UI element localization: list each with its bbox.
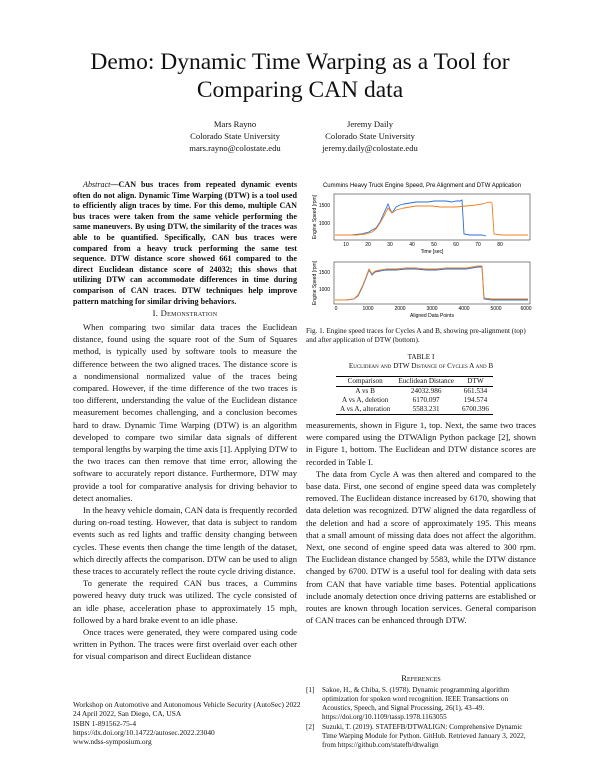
top-xtick: 30	[387, 242, 393, 248]
paragraph: When comparing two similar data traces the Euclidean distance, found using the square root of the Sum of Squares method, is typically used by software tools to measure the difference between the two aligned traces. The distance score is a nondimensional normalized value of the traces being compared. However, if the time difference of the two traces is too different, understanding the value of the Euclidean distance measurement becomes challenging, and a conclusion becomes hard to draw. Dynamic Time Warping (DTW) is an algorithm developed to compare two similar data signals of different temporal lengths by warping the time axis [1]. Applying DTW to the two traces can then remove that time error, allowing the software to accurately report distance. Furthermore, DTW may provide a tool for comparative analysis for driving behavior to detect anomalies.	[73, 322, 297, 503]
top-xtick: 50	[431, 242, 437, 248]
table-cell: 6170.097	[412, 396, 440, 404]
top-xtick: 10	[343, 242, 349, 248]
left-column-body	[73, 321, 297, 663]
author-affiliation: Colorado State University	[325, 131, 415, 141]
top-xlabel: Time [sec]	[420, 249, 444, 255]
title-line-2: Comparing CAN data	[196, 77, 404, 103]
right-column-body	[306, 419, 536, 626]
figure-caption: Fig. 1. Engine speed traces for Cycles A and B, showing pre-alignment (top) and after application of DTW (bottom).	[306, 327, 526, 344]
table-row	[336, 387, 493, 397]
footer-line: ISBN 1-891562-75-4	[73, 718, 137, 728]
table-cell: A vs A, alteration	[340, 405, 391, 413]
bottom-ytick: 1500	[318, 270, 330, 276]
author-email: mars.rayno@colostate.edu	[189, 143, 281, 153]
reference-number: [1]	[306, 686, 315, 694]
paragraph: The data from Cycle A was then altered and compared to the base data. First, one second of engine speed data was completely removed. The Euclidean distance increased by 6170, showing that data deletion was recognized. DTW aligned the data regardless of the deletion and had a score of approximately 195. This means that a small amount of missing data does not affect the algorithm. Next, one second of engine speed data was altered to 300 rpm. The Euclidean distance changed by 5583, while the DTW distance changed by 6700. DTW is a useful tool for dealing with data sets from CAN that have variable time bases. Potential applications include anomaly detection once driving patterns are established or routes are known through location services. General comparison of CAN traces can be enhanced through DTW.	[306, 468, 536, 626]
table-header: Euclidean Distance	[398, 377, 454, 385]
abstract-text: —CAN bus traces from repeated dynamic events often do not align. Dynamic Time Warping (DTW) is a tool used to efficiently align traces by time. For this demo, multiple CAN bus traces were taken from the same vehicle performing the same maneuvers. By using DTW, the similarity of the traces was able to be quantified. Specifically, CAN bus traces were compared from a heavy truck performing the same test sequence. DTW distance score showed 661 compared to the direct Euclidean distance score of 24032; this shows that utilizing DTW can accommodate differences in time during comparison of CAN traces. DTW techniques help improve pattern matching for similar driving behaviors.	[73, 180, 297, 306]
footer-line: Workshop on Automotive and Autonomous Vehicle Security (AutoSec) 2022	[73, 700, 301, 709]
top-ytick: 1500	[318, 203, 330, 209]
paragraph: Once traces were generated, they were compared using code written in Python. The traces were first overlaid over each other for visual comparison and direct Euclidean distance	[73, 627, 297, 662]
section-heading: I. Demonstration	[152, 308, 218, 318]
table-row	[336, 396, 493, 405]
paragraph: In the heavy vehicle domain, CAN data is frequently recorded during on-road testing. However, that data is subject to random events such as red lights and traffic density changing between cycles. These events then change the time length of the dataset, which directly affects the comparison. DTW can be used to align these traces to accurately reflect the route cycle driving distance.	[73, 505, 297, 577]
bottom-xtick: 3000	[426, 306, 438, 312]
top-xtick: 20	[365, 242, 371, 248]
footer-line: www.ndss-symposium.org	[73, 737, 152, 747]
cycle-b-trace-bottom	[335, 267, 528, 300]
author-name: Mars Rayno	[213, 119, 257, 129]
footer-line: https://dx.doi.org/10.14722/autosec.2022.23040	[73, 727, 215, 737]
paragraph: measurements, shown in Figure 1, top. Next, the same two traces were compared using the DTWAlign Python package [2], shown in Figure 1, bottom. The Euclidean and DTW distance scores are recorded in Table I.	[306, 420, 536, 467]
table-cell: A vs A, deletion	[341, 396, 389, 404]
top-ytick: 1000	[318, 221, 330, 227]
footer-line: 24 April 2022, San Diego, CA, USA	[73, 709, 182, 719]
reference-number: [2]	[306, 723, 315, 731]
bottom-xtick: 4000	[458, 306, 470, 312]
top-xtick: 70	[475, 242, 481, 248]
author-name: Jeremy Daily	[346, 119, 394, 129]
reference-item	[306, 686, 536, 722]
bottom-xticks	[335, 306, 532, 312]
title-line-1: Demo: Dynamic Time Warping as a Tool for	[90, 49, 510, 75]
top-xtick: 80	[497, 242, 503, 248]
reference-item	[306, 723, 536, 750]
table-caption	[306, 353, 536, 371]
table-cell: 194.574	[463, 396, 488, 404]
table-header-row	[336, 377, 493, 387]
cycle-a-trace-top	[335, 202, 528, 235]
table-cell: A vs B	[355, 387, 375, 395]
top-xticks	[343, 242, 503, 248]
abstract	[73, 180, 297, 307]
table-label: TABLE I	[407, 353, 435, 361]
bottom-xtick: 2000	[394, 306, 406, 312]
top-ylabel: Engine Speed [rpm]	[312, 194, 318, 240]
bottom-xtick: 1000	[362, 306, 374, 312]
references	[306, 674, 536, 751]
reference-text: Suzuki, T. (2019). STATEFB/DTWALIGN: Comprehensive Dynamic Time Warping Module for Python. GitHub. Retrieved January 3, 2022, from https://github.com/statefb/dtwalign	[322, 723, 526, 749]
author-block-2	[290, 118, 450, 154]
figure-title: Cummins Heavy Truck Engine Speed, Pre Alignment and DTW Application	[322, 183, 522, 189]
figure-engine-speed	[306, 178, 538, 318]
table-title: Euclidean and DTW Distance of Cycles A and B	[348, 362, 494, 370]
table-cell: 5583.231	[412, 405, 440, 413]
author-affiliation: Colorado State University	[190, 131, 280, 141]
table-row	[336, 405, 493, 415]
bottom-xtick: 6000	[520, 306, 532, 312]
paragraph: To generate the required CAN bus traces, a Cummins powered heavy duty truck was utilized. The cycle consisted of an idle phase, acceleration phase to approximately 15 mph, followed by a hard brake event to an idle phase.	[73, 578, 297, 625]
abstract-label: Abstract	[83, 180, 111, 189]
author-email: jeremy.daily@colostate.edu	[322, 143, 418, 153]
conference-footer	[73, 700, 313, 746]
bottom-ylabel: Engine Speed [rpm]	[312, 260, 318, 306]
top-xtick: 40	[409, 242, 415, 248]
paper-title	[40, 48, 560, 104]
table-header: DTW	[467, 377, 484, 385]
cycle-b-trace-top	[335, 200, 486, 236]
distance-table	[336, 376, 493, 415]
cycle-a-trace-bottom	[335, 266, 528, 300]
bottom-xlabel: Aligned Data Points	[410, 313, 454, 318]
top-xtick: 60	[453, 242, 459, 248]
bottom-xtick: 0	[334, 306, 338, 312]
table-cell: 24032.986	[410, 387, 442, 395]
table-cell: 661.534	[463, 387, 488, 395]
table-header: Comparison	[347, 377, 383, 385]
bottom-xtick: 5000	[490, 306, 502, 312]
bottom-ytick: 1000	[318, 287, 330, 293]
reference-text: Sakoe, H., & Chiba, S. (1978). Dynamic programming algorithm optimization for spoken word recognition. IEEE Transactions on Acoustics, Speech, and Signal Processing, 26(1), 43–49. https://doi.org/10.1109/tassp.1978.1163055	[322, 686, 510, 721]
references-heading: References	[401, 673, 441, 683]
table-cell: 6700.396	[462, 405, 489, 413]
